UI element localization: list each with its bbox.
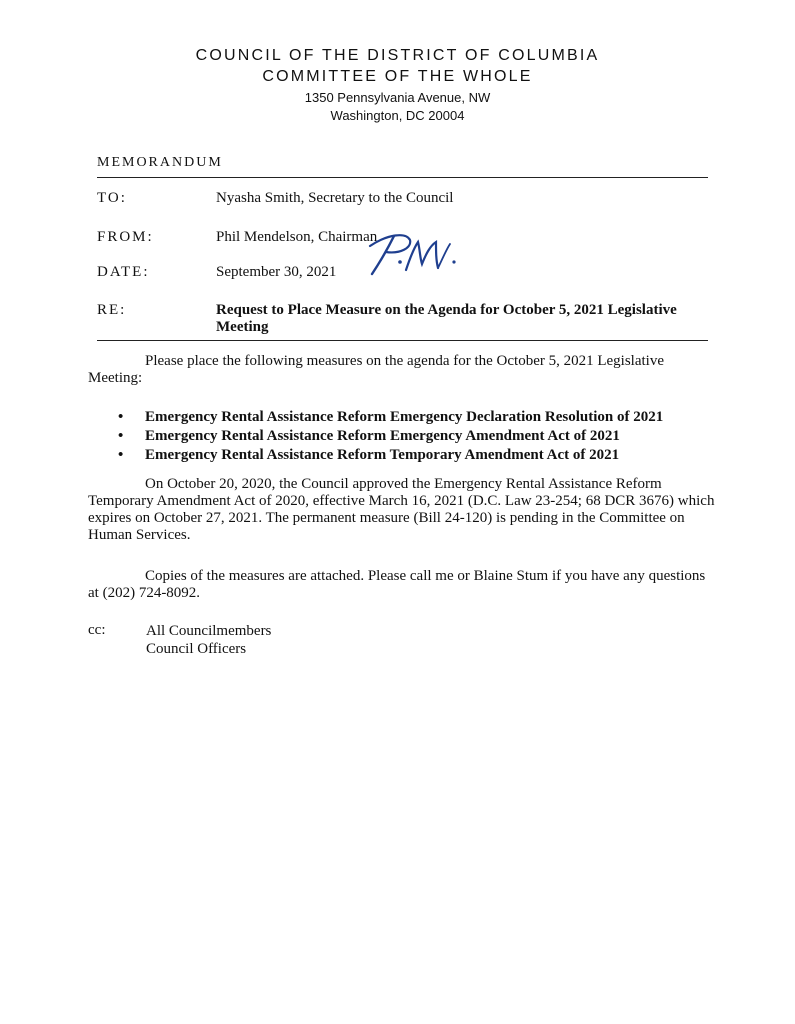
cc-label: cc: (88, 622, 106, 638)
cc-recipient: All Councilmembers (146, 623, 272, 639)
history-text: On October 20, 2020, the Council approved the Emergency Rental Assistance Reform Temporary Amendment Act of 2020, effective March 16, 2021 (D.C. Law 23-254; 68 DCR 3676) which expires on October 27, 2021. The permanent measure (Bill 24-120) is pending in the Committee on Human Services. (88, 476, 715, 543)
measures-list (118, 408, 663, 465)
letterhead-city-address: Washington, DC 20004 (330, 108, 465, 123)
memorandum-heading: MEMORANDUM (97, 155, 223, 170)
date-value: September 30, 2021 (216, 264, 337, 280)
list-item (118, 446, 663, 465)
intro-text: Please place the following measures on the agenda for the October 5, 2021 Legislative Meeting: (88, 353, 664, 386)
cc-recipients (146, 622, 271, 658)
closing-paragraph (88, 568, 718, 602)
from-label: FROM: (97, 229, 154, 245)
bullet-icon: • (118, 447, 124, 463)
measure-title: Emergency Rental Assistance Reform Emergency Declaration Resolution of 2021 (145, 409, 664, 425)
re-label: RE: (97, 302, 127, 318)
closing-text: Copies of the measures are attached. Please call me or Blaine Stum if you have any questions at (202) 724-8092. (88, 568, 706, 601)
from-value: Phil Mendelson, Chairman (216, 229, 378, 245)
to-value: Nyasha Smith, Secretary to the Council (216, 190, 454, 206)
list-item (118, 427, 663, 446)
bullet-icon: • (118, 428, 124, 444)
intro-paragraph (88, 353, 718, 387)
header-divider (97, 177, 708, 178)
chairman-signature (366, 228, 466, 278)
letterhead-street-address: 1350 Pennsylvania Avenue, NW (304, 90, 491, 105)
history-paragraph (88, 476, 718, 544)
letterhead-committee-name: COMMITTEE OF THE WHOLE (262, 68, 533, 85)
letterhead-council-name: COUNCIL OF THE DISTRICT OF COLUMBIA (195, 47, 600, 64)
list-item (118, 408, 663, 427)
measure-title: Emergency Rental Assistance Reform Emergency Amendment Act of 2021 (145, 428, 620, 444)
measure-title: Emergency Rental Assistance Reform Temporary Amendment Act of 2021 (145, 447, 620, 463)
bullet-icon: • (118, 409, 124, 425)
to-label: TO: (97, 190, 127, 206)
cc-recipient: Council Officers (146, 641, 247, 657)
date-label: DATE: (97, 264, 150, 280)
subject-divider (97, 340, 708, 341)
re-value: Request to Place Measure on the Agenda for October 5, 2021 Legislative Meeting (216, 302, 677, 335)
